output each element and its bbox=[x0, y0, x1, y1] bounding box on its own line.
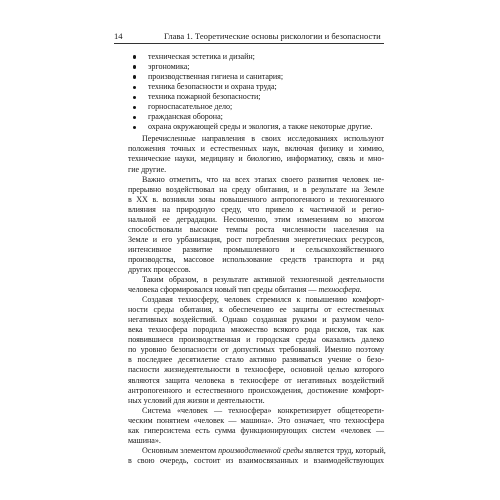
bullet-icon bbox=[133, 65, 136, 68]
running-title: Глава 1. Теоретические основы рискологии и безопасности bbox=[164, 31, 381, 41]
paragraph: Перечисленные направления в своих исследованиях используют положения точных и естественных наук, включая физику и химию, технические науки, медицину и биологию, информатику, связь и мно- гие другие. bbox=[128, 134, 384, 174]
bullet-icon bbox=[133, 126, 136, 129]
list-item: охрана окружающей среды и экология, а также некоторые другие. bbox=[114, 122, 384, 132]
paragraph: Таким образом, в результате активной техногенной деятельности человека сформировался новый тип среды обитания — техносфера. bbox=[128, 275, 384, 295]
paragraph: Создавая техносферу, человек стремился к повышению комфорт- ности среды обитания, к обеспечению ее защиты от естественных негативных воздействий. Однако созданная руками и разумом чело- века техносфера породила множество всякого рода рисков, так как появившиеся производственная и городская среды оказались далеко по уровню безопасности от допустимых требований. Именно поэтому в последнее десятилетие стало активно развиваться учение о безо- пасности жизнедеятельности в техносфере, основной целью которого являются защита человека в техносфере от негативных воздействий антропогенного и естественного происхождения, достижение комфорт- ных условий для жизни и деятельности. bbox=[128, 295, 384, 405]
paragraph: Важно отметить, что на всех этапах своего развития человек не- прерывно воздействовал на среду обитания, и в результате на Земле в XX в. возникли зоны повышенного антропогенного и техногенного влияния на природную среду, что привело к частичной и регио- нальной ее деградации. Несомненно, этим изменениям во многом способствовали высокие темпы роста численности населения на Земле и его урбанизация, рост потребления энергетических ресурсов, интенсивное развитие промышленного и сельскохозяйственного производства, массовое использование средств транспорта и ряд других процессов. bbox=[128, 174, 384, 274]
list-item: техника безопасности и охрана труда; bbox=[114, 82, 384, 92]
bullet-icon bbox=[133, 96, 136, 99]
bullet-icon bbox=[133, 75, 136, 78]
bullet-icon bbox=[133, 55, 136, 58]
page-body bbox=[114, 52, 384, 466]
header-rule bbox=[114, 43, 384, 44]
running-header bbox=[114, 30, 384, 42]
bullet-icon bbox=[133, 106, 136, 109]
bullet-icon bbox=[133, 86, 136, 89]
page-number: 14 bbox=[114, 31, 123, 41]
list-item: эргономика; bbox=[114, 62, 384, 72]
emphasis-term: техносфера. bbox=[318, 285, 362, 295]
bullet-icon bbox=[133, 116, 136, 119]
list-item: гражданская оборона; bbox=[114, 112, 384, 122]
list-item: техника пожарной безопасности; bbox=[114, 92, 384, 102]
list-item: горноспасательное дело; bbox=[114, 102, 384, 112]
emphasis-term: производственной среды bbox=[218, 445, 304, 455]
list-item: производственная гигиена и санитария; bbox=[114, 72, 384, 82]
paragraph: Система «человек — техносфера» конкретизирует общетеорети- ческим понятием «человек — машина». Это означает, что техносфера как гиперсистема есть сумма функционирующих систем «человек — машина». bbox=[128, 405, 384, 445]
list-item: техническая эстетика и дизайн; bbox=[114, 52, 384, 62]
bullet-list bbox=[114, 52, 384, 132]
paragraph: Основным элементом производственной среды является труд, который, в свою очередь, состоит из взаимосвязанных и взаимодействующих bbox=[128, 445, 386, 465]
